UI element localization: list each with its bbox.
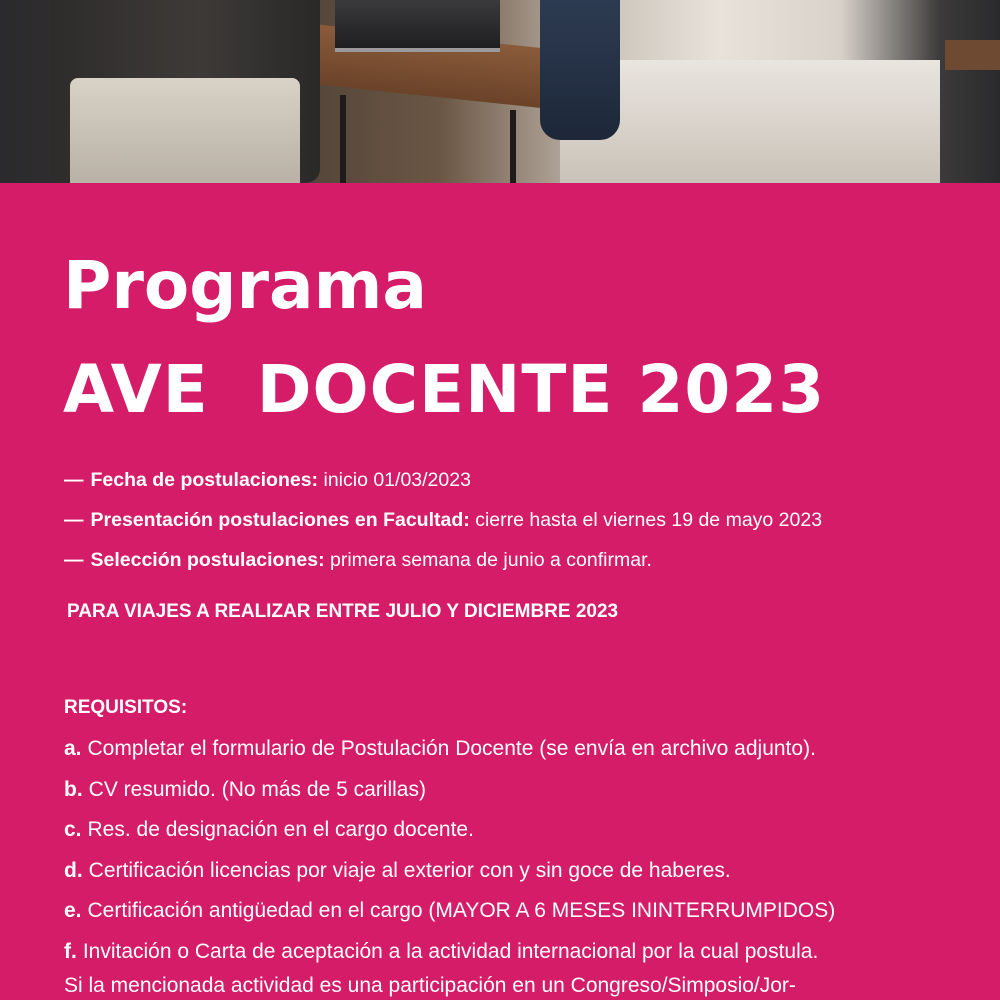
date-item xyxy=(64,470,964,490)
date-value: primera semana de junio a confirmar. xyxy=(330,549,652,571)
requirement-letter: b. xyxy=(64,777,83,801)
date-value: inicio 01/03/2023 xyxy=(323,469,471,491)
title-line-1: Programa xyxy=(63,247,427,324)
photo-person-pants xyxy=(70,78,300,183)
requirement-continuation: Si la mencionada actividad es una participación en un Congreso/Simposio/Jor- xyxy=(64,974,796,997)
photo-desk-leg xyxy=(510,110,516,183)
requirement-text: Certificación licencias por viaje al exterior con y sin goce de haberes. xyxy=(88,858,731,882)
date-label: Selección postulaciones: xyxy=(90,549,325,571)
date-item xyxy=(64,550,964,570)
requirement-text: Res. de designación en el cargo docente. xyxy=(87,818,474,841)
photo-seated-person xyxy=(540,0,620,140)
requirement-item xyxy=(64,738,964,759)
requirement-item xyxy=(64,900,964,921)
requirement-letter: c. xyxy=(64,818,82,841)
requirements-title: REQUISITOS: xyxy=(64,697,188,718)
dash-bullet: — xyxy=(64,549,84,571)
dates-list xyxy=(64,470,964,590)
poster-content xyxy=(0,183,1000,1000)
requirement-item xyxy=(64,941,964,962)
requirement-text: Completar el formulario de Postulación Docente (se envía en archivo adjunto). xyxy=(87,737,816,760)
travel-period-note: PARA VIAJES A REALIZAR ENTRE JULIO Y DICIEMBRE 2023 xyxy=(67,601,619,622)
requirement-letter: a. xyxy=(64,737,82,760)
photo-right-desk xyxy=(945,40,1000,70)
photo-laptop xyxy=(335,0,500,52)
date-item xyxy=(64,510,964,530)
dash-bullet: — xyxy=(64,469,84,491)
requirement-item xyxy=(64,860,964,881)
requirement-text: Certificación antigüedad en el cargo (MAYOR A 6 MESES ININTERRUMPIDOS) xyxy=(87,899,836,922)
date-value: cierre hasta el viernes 19 de mayo 2023 xyxy=(475,509,823,531)
requirement-item xyxy=(64,819,964,840)
date-label: Fecha de postulaciones: xyxy=(90,469,319,491)
date-label: Presentación postulaciones en Facultad: xyxy=(90,509,470,531)
requirement-item xyxy=(64,779,964,800)
requirement-text: Invitación o Carta de aceptación a la actividad internacional por la cual postula. xyxy=(82,939,819,963)
requirement-text: CV resumido. (No más de 5 carillas) xyxy=(88,777,426,801)
dash-bullet: — xyxy=(64,509,84,531)
header-photo xyxy=(0,0,1000,183)
requirements-section xyxy=(64,697,964,996)
photo-desk-leg xyxy=(340,95,346,183)
requirement-letter: d. xyxy=(64,858,83,882)
requirement-letter: f. xyxy=(64,939,77,963)
requirement-letter: e. xyxy=(64,899,82,922)
title-line-2: AVE DOCENTE 2023 xyxy=(63,351,826,428)
